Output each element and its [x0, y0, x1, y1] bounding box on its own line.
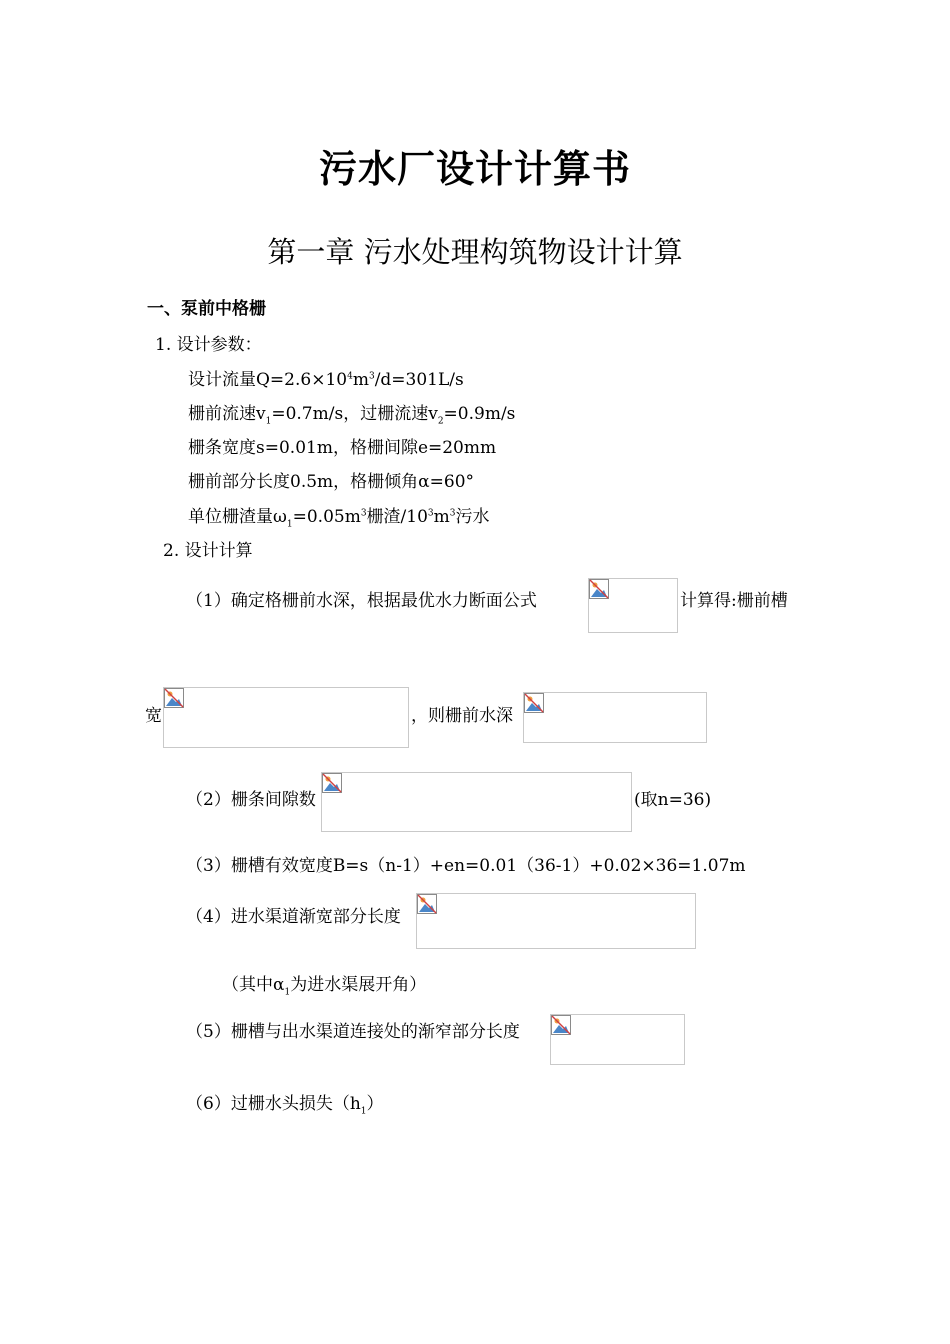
formula-image: [523, 692, 707, 743]
calc-step-1-result: 计算得:栅前槽: [680, 591, 788, 611]
formula-image: [588, 578, 678, 633]
calc-step-1-depth: ，则栅前水深: [411, 706, 513, 726]
param-screenings: 单位栅渣量$\omega_1=0.05m^3$栅渣$/10^3m^3$污水: [188, 507, 490, 530]
broken-image-icon: [417, 894, 437, 914]
calc-heading: 2. 设计计算: [163, 541, 253, 561]
section-heading: 一、泵前中格栅: [147, 299, 266, 319]
param-angle: 栅前部分长度0.5m，格栅倾角α=60°: [188, 472, 475, 492]
broken-image-icon: [551, 1015, 571, 1035]
formula-image: [321, 772, 632, 832]
param-flow: 设计流量$Q=2.6\times 10^4m^3/d=301L/s$: [188, 370, 464, 390]
calc-step-2-note: (取n=36): [634, 790, 712, 810]
calc-step-5-text: （5）栅槽与出水渠道连接处的渐窄部分长度: [186, 1022, 520, 1042]
calc-step-1-text: （1）确定格栅前水深，根据最优水力断面公式: [186, 591, 537, 611]
param-bar: 栅条宽度s=0.01m，格栅间隙e=20mm: [188, 438, 497, 458]
calc-step-3-text: （3）栅槽有效宽度B=s（n-1）+en=0.01（36-1）+0.02×36=1.07m: [186, 856, 746, 876]
calc-step-4-note: （其中$\alpha_1$为进水渠展开角）: [222, 975, 427, 998]
param-velocity: 栅前流速$v_1=0.7m/s$，过栅流速$v_2=0.9m/s$: [188, 404, 516, 427]
broken-image-icon: [589, 579, 609, 599]
calc-step-4-text: （4）进水渠道渐宽部分长度: [186, 907, 401, 927]
formula-image: [163, 687, 409, 748]
document-title: 污水厂设计计算书: [318, 147, 631, 191]
broken-image-icon: [164, 688, 184, 708]
calc-step-6-text: （6）过栅水头损失$(h_1)$: [186, 1094, 384, 1117]
calc-step-2-text: （2）栅条间隙数: [186, 790, 316, 810]
broken-image-icon: [322, 773, 342, 793]
chapter-heading: 第一章 污水处理构筑物设计计算: [267, 235, 683, 269]
calc-step-1-width: 宽: [145, 706, 162, 726]
broken-image-icon: [524, 693, 544, 713]
formula-image: [416, 893, 696, 949]
formula-image: [550, 1014, 685, 1065]
params-heading: 1. 设计参数：: [155, 335, 262, 355]
